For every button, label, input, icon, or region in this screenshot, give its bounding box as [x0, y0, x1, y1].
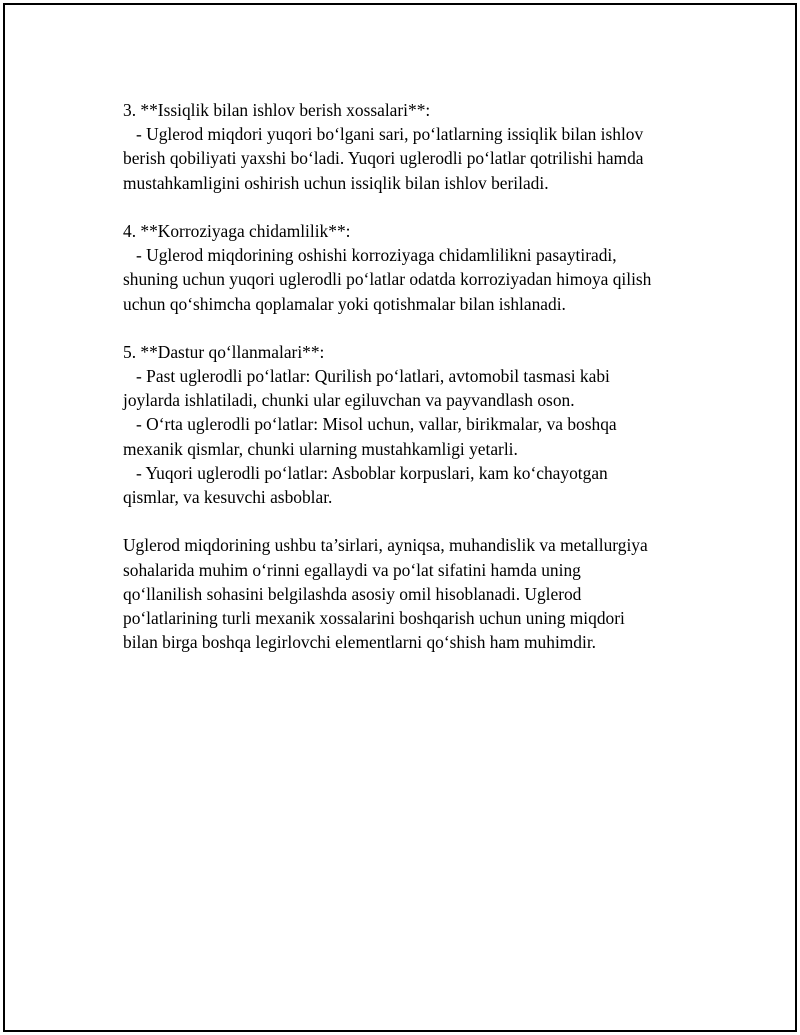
text-line: - Uglerod miqdori yuqori bo‘lgani sari, po‘latlarning issiqlik bilan ishlov — [123, 124, 644, 145]
text-line: sohalarida muhim o‘rinni egallaydi va po‘lat sifatini hamda uning — [123, 559, 581, 580]
section-applications — [123, 340, 723, 509]
text-line: uchun qo‘shimcha qoplamalar yoki qotishmalar bilan ishlanadi. — [123, 293, 566, 314]
document-body — [123, 98, 723, 654]
text-line: Uglerod miqdorining ushbu ta’sirlari, ayniqsa, muhandislik va metallurgiya — [123, 535, 648, 556]
section-heading: 4. **Korroziyaga chidamlilik**: — [123, 220, 351, 241]
text-line: qismlar, va kesuvchi asboblar. — [123, 487, 333, 507]
text-line: mustahkamligini oshirish uchun issiqlik bilan ishlov beriladi. — [123, 172, 549, 193]
text-line: - Yuqori uglerodli po‘latlar: Asboblar korpuslari, kam ko‘chayotgan — [123, 462, 608, 483]
text-line: joylarda ishlatiladi, chunki ular egiluvchan va payvandlash oson. — [123, 390, 575, 411]
section-heading: 5. **Dastur qo‘llanmalari**: — [123, 341, 325, 362]
text-line: - Past uglerodli po‘latlar: Qurilish po‘latlari, avtomobil tasmasi kabi — [123, 366, 610, 387]
text-line: po‘latlarining turli mexanik xossalarini boshqarish uchun uning miqdori — [123, 607, 625, 628]
text-line: qo‘llanilish sohasini belgilashda asosiy omil hisoblanadi. Uglerod — [123, 583, 582, 604]
text-line: bilan birga boshqa legirlovchi elementlarni qo‘shish ham muhimdir. — [123, 632, 597, 653]
text-line: shuning uchun yuqori uglerodli po‘latlar odatda korroziyadan himoya qilish — [123, 269, 652, 290]
text-line: berish qobiliyati yaxshi bo‘ladi. Yuqori uglerodli po‘latlar qotrilishi hamda — [123, 148, 644, 169]
text-line: - O‘rta uglerodli po‘latlar: Misol uchun, vallar, birikmalar, va boshqa — [123, 414, 617, 435]
section-heading: 3. **Issiqlik bilan ishlov berish xossalari**: — [123, 100, 431, 120]
text-line: mexanik qismlar, chunki ularning mustahkamligi yetarli. — [123, 438, 518, 459]
section-heat-treatment — [123, 98, 723, 195]
paragraph-gap — [123, 509, 723, 533]
paragraph-gap — [123, 316, 723, 340]
paragraph-gap — [123, 195, 723, 219]
page-frame — [3, 3, 797, 1032]
text-line: - Uglerod miqdorining oshishi korroziyaga chidamlilikni pasaytiradi, — [123, 245, 617, 266]
section-corrosion-resistance — [123, 219, 723, 316]
section-conclusion — [123, 533, 723, 654]
